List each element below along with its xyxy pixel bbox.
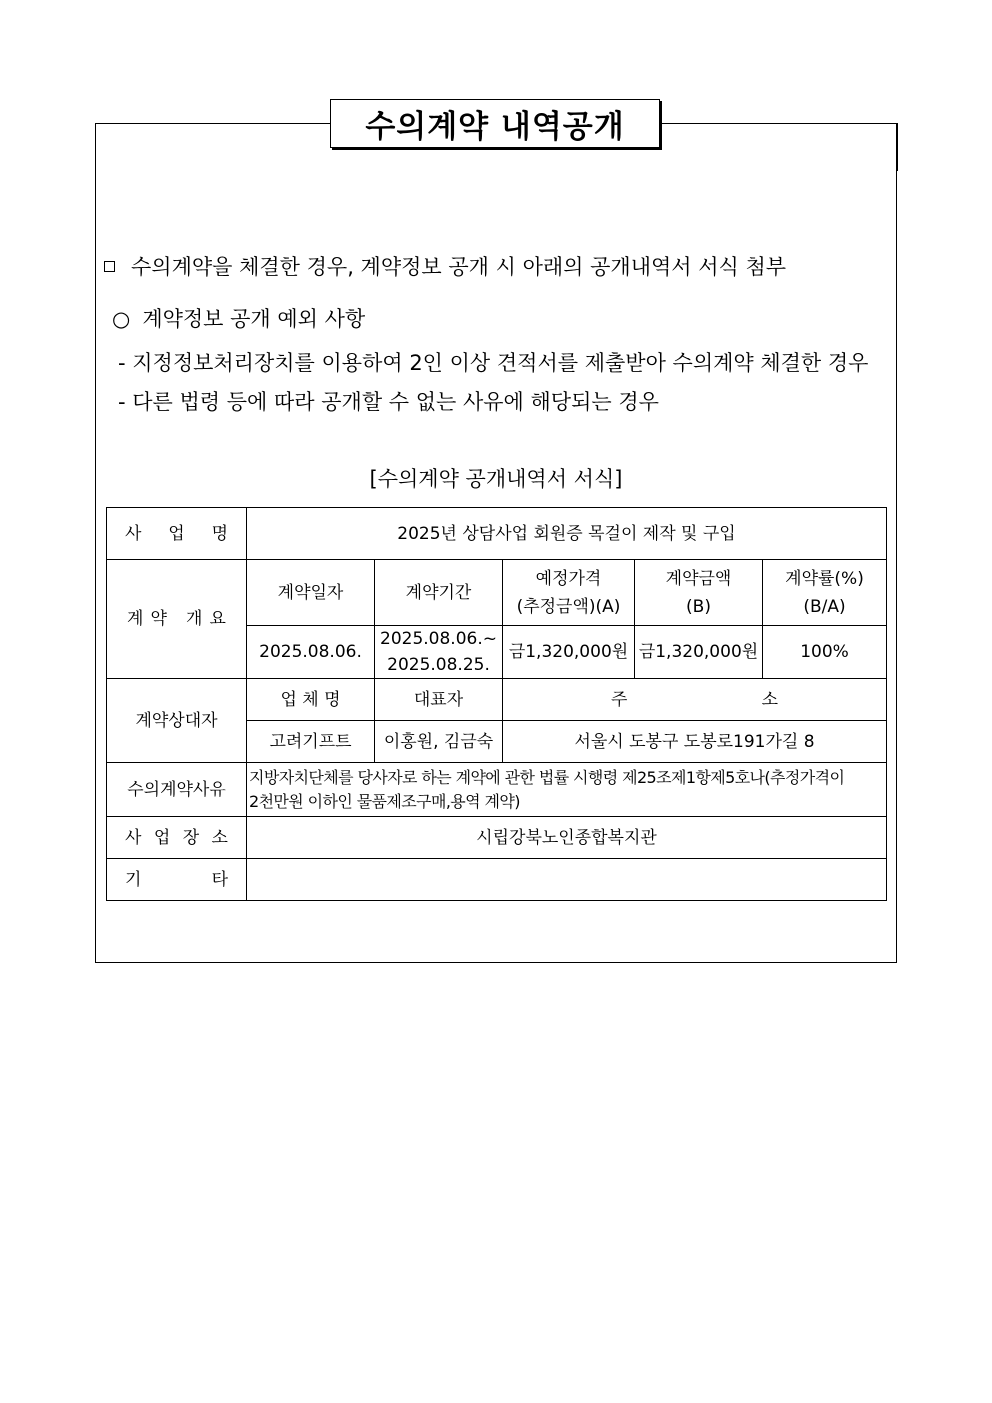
circle-bullet-icon: ○ xyxy=(112,307,131,331)
representative-value: 이홍원, 김금숙 xyxy=(375,721,503,763)
contract-date-header: 계약일자 xyxy=(247,560,375,626)
contract-period-value: 2025.08.06.~ 2025.08.25. xyxy=(375,626,503,679)
address-header: 주 소 xyxy=(503,679,887,721)
counterparty-header-row xyxy=(107,679,887,721)
location-row xyxy=(107,817,887,859)
other-value xyxy=(247,859,887,901)
representative-header: 대표자 xyxy=(375,679,503,721)
contract-amount-value: 금1,320,000원 xyxy=(635,626,763,679)
exception-heading-text: 계약정보 공개 예외 사항 xyxy=(142,307,366,331)
other-label: 기 타 xyxy=(107,859,247,901)
project-name-row xyxy=(107,508,887,560)
contract-rate-header: 계약률(%) (B/A) xyxy=(763,560,887,626)
counterparty-label: 계약상대자 xyxy=(107,679,247,763)
address-value: 서울시 도봉구 도봉로191가길 8 xyxy=(503,721,887,763)
project-name-value: 2025년 상담사업 회원증 목걸이 제작 및 구입 xyxy=(247,508,887,560)
contract-date-value: 2025.08.06. xyxy=(247,626,375,679)
contract-period-header: 계약기간 xyxy=(375,560,503,626)
location-label: 사 업 장 소 xyxy=(107,817,247,859)
other-row xyxy=(107,859,887,901)
form-title: [수의계약 공개내역서 서식] xyxy=(369,467,623,491)
square-bullet-icon xyxy=(104,261,115,272)
exception-heading xyxy=(112,303,365,333)
reason-row xyxy=(107,763,887,817)
contract-disclosure-table xyxy=(106,507,887,901)
main-bullet-text: 수의계약을 체결한 경우, 계약정보 공개 시 아래의 공개내역서 서식 첨부 xyxy=(131,255,787,279)
project-name-label: 사 업 명 xyxy=(107,508,247,560)
contract-amount-header: 계약금액 (B) xyxy=(635,560,763,626)
location-value: 시립강북노인종합복지관 xyxy=(247,817,887,859)
page-title: 수의계약 내역공개 xyxy=(330,99,660,148)
exception-item: - 다른 법령 등에 따라 공개할 수 없는 사유에 해당되는 경우 xyxy=(118,390,659,414)
estimated-price-header: 예정가격 (추정금액)(A) xyxy=(503,560,635,626)
reason-value: 지방자치단체를 당사자로 하는 계약에 관한 법률 시행령 제25조제1항제5호나(추정가격이 2천만원 이하인 물품제조구매,용역 계약) xyxy=(247,763,887,817)
estimated-price-value: 금1,320,000원 xyxy=(503,626,635,679)
company-value: 고려기프트 xyxy=(247,721,375,763)
company-header: 업 체 명 xyxy=(247,679,375,721)
contract-rate-value: 100% xyxy=(763,626,887,679)
exception-item: - 지정정보처리장치를 이용하여 2인 이상 견적서를 제출받아 수의계약 체결한 경우 xyxy=(118,351,869,375)
frame-edge-mark xyxy=(896,123,898,171)
main-bullet-line xyxy=(104,251,786,281)
reason-label: 수의계약사유 xyxy=(107,763,247,817)
contract-overview-label: 계 약 개 요 xyxy=(107,560,247,679)
overview-header-row xyxy=(107,560,887,626)
